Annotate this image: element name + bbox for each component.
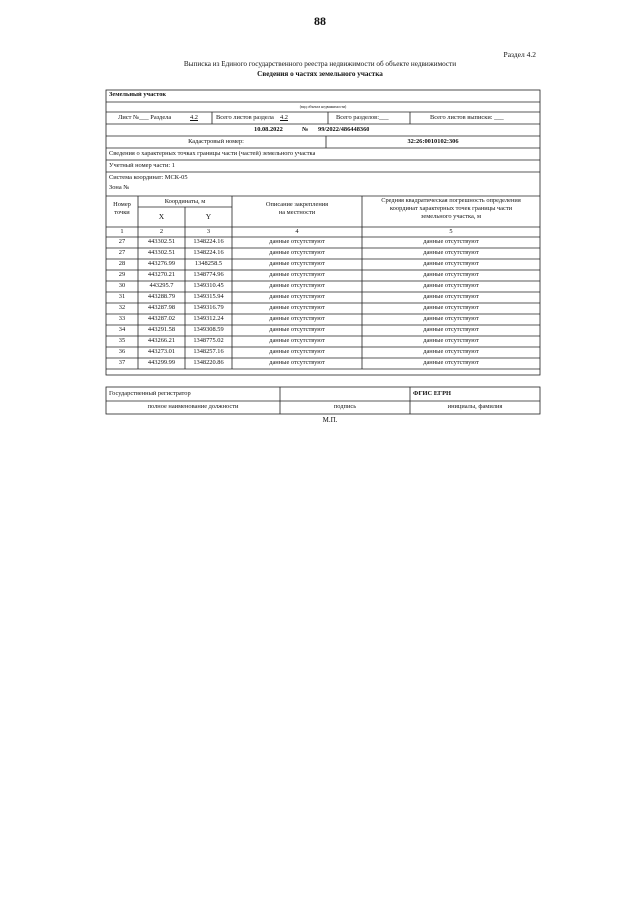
col-number-1: 1 <box>120 229 124 235</box>
col-number-5: 5 <box>449 229 453 235</box>
document-title: Выписка из Единого государственного реестра недвижимости об объекте недвижимости <box>183 60 457 68</box>
table-cell-desc: данные отсутствуют <box>269 360 325 366</box>
col-err-line1: Средняя квадратическая погрешность определения <box>381 198 521 204</box>
table-cell-desc: данные отсутствуют <box>269 239 325 245</box>
sheet-label: Лист №___ Раздела <box>118 115 172 121</box>
table-cell-y: 1348774.96 <box>193 272 224 278</box>
table-cell-y: 1349308.59 <box>193 327 224 333</box>
total-sections-label: Всего разделов:___ <box>336 115 389 121</box>
part-number: Учетный номер части: 1 <box>109 163 175 169</box>
table-cell-point: 31 <box>118 294 126 300</box>
table-cell-err: данные отсутствуют <box>423 316 479 322</box>
col-point-line2: точки <box>114 210 130 216</box>
table-cell-point: 29 <box>118 272 126 278</box>
table-cell-y: 1348258.5 <box>194 261 223 267</box>
table-cell-point: 27 <box>118 239 126 245</box>
section-label: Раздел 4.2 <box>503 50 536 59</box>
sheet-section: 4.2 <box>190 115 198 121</box>
table-cell-desc: данные отсутствуют <box>269 349 325 355</box>
table-cell-desc: данные отсутствуют <box>269 338 325 344</box>
points-title: Сведения о характерных точках границы части (частей) земельного участка <box>109 151 316 157</box>
page-number: 88 <box>314 14 326 28</box>
object-type-caption: (вид объекта недвижимости) <box>299 105 347 109</box>
total-sheets-extract-label: Всего листов выписки: ___ <box>430 115 504 121</box>
table-cell-err: данные отсутствуют <box>423 272 479 278</box>
table-cell-desc: данные отсутствуют <box>269 327 325 333</box>
table-cell-desc: данные отсутствуют <box>269 250 325 256</box>
system-label: ФГИС ЕГРН <box>413 391 451 397</box>
initials-caption: инициалы, фамилия <box>447 404 503 410</box>
table-cell-y: 1348775.02 <box>193 338 224 344</box>
table-cell-err: данные отсутствуют <box>423 305 479 311</box>
signature-caption: подпись <box>333 404 357 410</box>
object-type: Земельный участок <box>109 92 167 98</box>
position-caption: полное наименование должности <box>147 404 239 410</box>
cadastral-number: 32:26:0010102:306 <box>407 139 459 145</box>
table-cell-x: 443266.21 <box>147 338 176 344</box>
extract-date: 10.08.2022 <box>254 127 283 133</box>
table-cell-point: 35 <box>118 338 126 344</box>
table-cell-desc: данные отсутствуют <box>269 316 325 322</box>
table-cell-x: 443273.01 <box>147 349 176 355</box>
cadastral-label: Кадастровый номер: <box>188 139 244 145</box>
number-sign: № <box>302 127 309 133</box>
table-cell-x: 443299.99 <box>147 360 176 366</box>
table-cell-point: 33 <box>118 316 126 322</box>
table-cell-x: 443302.51 <box>147 250 176 256</box>
table-cell-err: данные отсутствуют <box>423 360 479 366</box>
table-cell-x: 443287.98 <box>147 305 176 311</box>
table-cell-point: 27 <box>118 250 126 256</box>
table-cell-x: 443295.7 <box>149 283 174 289</box>
table-cell-y: 1349312.24 <box>193 316 224 322</box>
table-cell-err: данные отсутствуют <box>423 261 479 267</box>
table-cell-point: 32 <box>118 305 126 311</box>
col-err-line2: координат характерных точек границы части <box>389 206 513 212</box>
table-cell-point: 37 <box>118 360 126 366</box>
table-cell-err: данные отсутствуют <box>423 327 479 333</box>
table-cell-point: 30 <box>118 283 126 289</box>
total-sheets-section-label: Всего листов раздела <box>216 115 274 121</box>
registrar-label: Государственный регистратор <box>109 391 191 397</box>
table-cell-y: 1348257.16 <box>193 349 224 355</box>
document-subtitle: Сведения о частях земельного участка <box>257 70 383 78</box>
table-cell-y: 1348224.16 <box>193 239 224 245</box>
table-cell-x: 443276.99 <box>147 261 176 267</box>
table-cell-err: данные отсутствуют <box>423 338 479 344</box>
col-coords: Координаты, м <box>164 199 206 205</box>
table-cell-y: 1349310.45 <box>193 283 224 289</box>
table-cell-y: 1349316.79 <box>193 305 224 311</box>
table-cell-desc: данные отсутствуют <box>269 305 325 311</box>
stamp-label: М.П. <box>322 416 338 424</box>
table-cell-x: 443288.79 <box>147 294 176 300</box>
coord-system: Система координат: МСК-05 <box>109 175 188 181</box>
col-number-2: 2 <box>159 229 164 235</box>
table-cell-point: 28 <box>118 261 126 267</box>
table-cell-point: 34 <box>118 327 126 333</box>
table-cell-y: 1348220.86 <box>193 360 224 366</box>
col-number-4: 4 <box>295 229 299 235</box>
table-cell-err: данные отсутствуют <box>423 283 479 289</box>
table-cell-err: данные отсутствуют <box>423 250 479 256</box>
table-cell-point: 36 <box>118 349 126 355</box>
table-cell-y: 1349315.94 <box>193 294 224 300</box>
table-cell-x: 443302.51 <box>147 239 176 245</box>
col-point-line1: Номер <box>113 202 131 208</box>
table-cell-desc: данные отсутствуют <box>269 283 325 289</box>
table-cell-y: 1348224.16 <box>193 250 224 256</box>
table-cell-desc: данные отсутствуют <box>269 272 325 278</box>
table-cell-desc: данные отсутствуют <box>269 294 325 300</box>
col-err-line3: земельного участка, м <box>420 214 482 220</box>
table-cell-x: 443287.02 <box>147 316 176 322</box>
extract-number: 99/2022/486448360 <box>318 127 370 133</box>
col-number-3: 3 <box>206 229 211 235</box>
col-x: X <box>158 213 165 221</box>
table-cell-desc: данные отсутствуют <box>269 261 325 267</box>
col-desc-line2: на местности <box>278 210 316 216</box>
table-cell-err: данные отсутствуют <box>423 294 479 300</box>
table-cell-x: 443291.58 <box>147 327 176 333</box>
col-y: Y <box>205 213 212 221</box>
zone-label: Зона № <box>109 185 130 191</box>
total-sheets-section-value: 4.2 <box>280 115 288 121</box>
table-cell-x: 443270.21 <box>147 272 176 278</box>
table-cell-err: данные отсутствуют <box>423 349 479 355</box>
table-cell-err: данные отсутствуют <box>423 239 479 245</box>
col-desc-line1: Описание закрепления <box>265 202 329 208</box>
